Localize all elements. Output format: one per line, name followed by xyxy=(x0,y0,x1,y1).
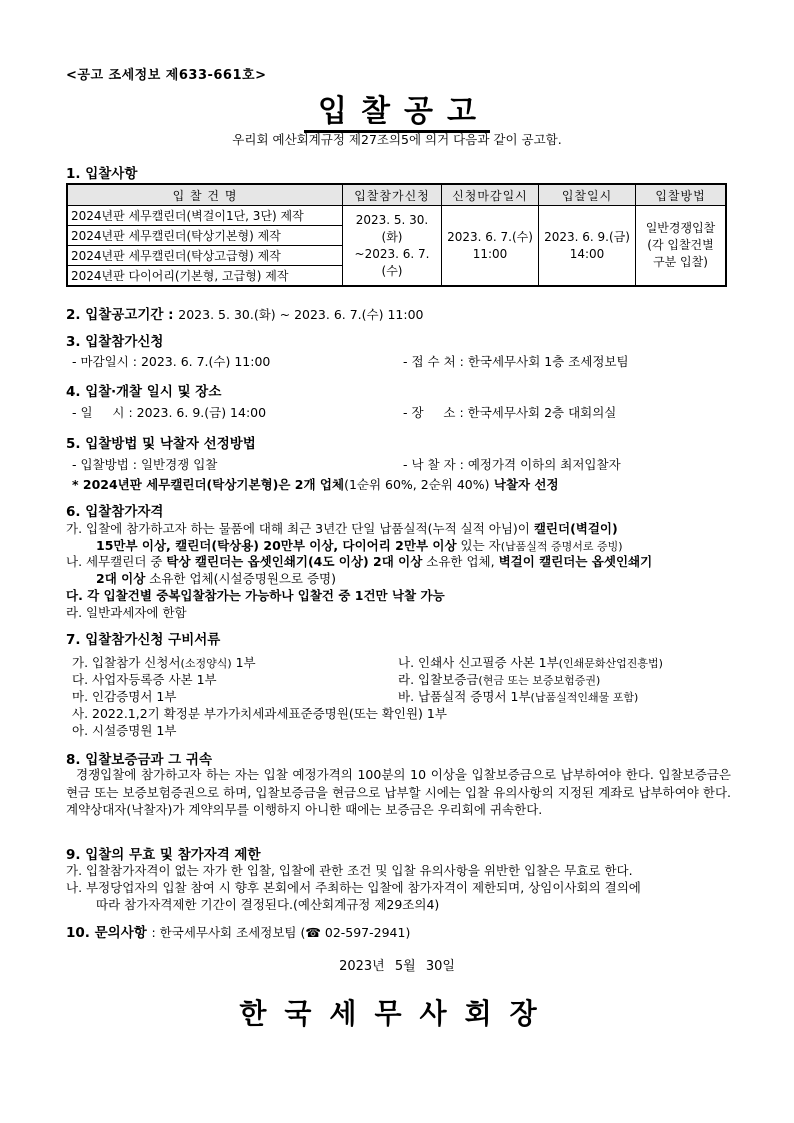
section-9-heading: 9. 입찰의 무효 및 참가자격 제한 xyxy=(66,847,261,863)
qual-na-text: 나. 세무캘린더 중 xyxy=(66,554,167,569)
section-5-heading: 5. 입찰방법 및 낙찰자 선정방법 xyxy=(66,436,256,452)
qual-ga-bold: 캘린더(벽걸이) xyxy=(533,521,618,536)
doc-ga-note: (소정양식) xyxy=(180,657,232,670)
method-line-2: (각 입찰건별 xyxy=(647,238,714,252)
qual-na-bold-2: 벽걸이 캘린더는 옵셋인쇄기 xyxy=(498,554,653,569)
apply-reception: - 접 수 처 : 한국세무사회 1층 조세정보팀 xyxy=(403,354,629,369)
section-6-heading: 6. 입찰참가자격 xyxy=(66,504,164,520)
doc-sa: 사. 2022.1,2기 확정분 부가가치세과세표준증명원(또는 확인원) 1부 xyxy=(72,706,447,721)
col-header-name: 입 찰 건 명 xyxy=(67,184,343,206)
winner-note-end: 낙찰자 선정 xyxy=(489,477,559,492)
bid-datetime: - 일 시 : 2023. 6. 9.(금) 14:00 xyxy=(72,405,267,420)
page-title-text: 입찰공고 xyxy=(304,94,490,133)
bid-item: 2024년판 다이어리(기본형, 고급형) 제작 xyxy=(67,266,343,287)
bid-date-cell xyxy=(539,206,636,287)
qual-na-line-2 xyxy=(96,569,336,587)
qual-na-text-2: 소유한 업체, xyxy=(422,554,499,569)
doc-ga-text: 가. 입찰참가 신청서 xyxy=(72,655,181,670)
qual-ga-text: 가. 입찰에 참가하고자 하는 물품에 대해 최근 3년간 단일 납품실적(누적 실적 아님)이 xyxy=(66,521,534,536)
winner-note-main: * 2024년판 세무캘린더(탁상기본형)은 2개 업체 xyxy=(72,477,345,492)
doc-ba-text: 바. 납품실적 증명서 1부 xyxy=(398,689,531,704)
invalid-na-1: 나. 부정당업자의 입찰 참여 시 향후 본회에서 주최하는 입찰에 참가자격이 제한되며, 상임이사회의 결의에 xyxy=(66,880,641,895)
section-10 xyxy=(66,921,410,941)
bid-item: 2024년판 세무캘린더(탁상고급형) 제작 xyxy=(67,246,343,266)
doc-na-note: (인쇄문화산업진흥법) xyxy=(558,657,663,670)
invalid-ga: 가. 입찰참가자격이 없는 자가 한 입찰, 입찰에 관한 조건 및 입찰 유의사항을 위반한 입찰은 무효로 한다. xyxy=(66,863,633,878)
bid-time: 14:00 xyxy=(569,246,605,261)
page-title xyxy=(0,86,794,130)
qual-na-text-3: 소유한 업체(시설증명원으로 증명) xyxy=(145,571,337,586)
doc-na xyxy=(398,653,663,671)
col-header-apply: 입찰참가신청 xyxy=(343,184,442,206)
doc-ra-note: (현금 또는 보증보험증권) xyxy=(478,674,601,687)
deadline-cell xyxy=(442,206,539,287)
notice-period: 2023. 5. 30.(화) ~ 2023. 6. 7.(수) 11:00 xyxy=(178,307,424,322)
section-3-heading: 3. 입찰참가신청 xyxy=(66,334,164,350)
winner-note-ratio: (1순위 60%, 2순위 40%) xyxy=(344,477,490,492)
apply-period-end: ~2023. 6. 7.(수) xyxy=(354,246,430,278)
section-7-heading: 7. 입찰참가신청 구비서류 xyxy=(66,632,221,648)
doc-a: 아. 시설증명원 1부 xyxy=(72,723,177,738)
notice-date: 2023년 5월 30일 xyxy=(339,959,455,974)
signer: 한국세무사회장 xyxy=(239,997,555,1030)
doc-ma: 마. 인감증명서 1부 xyxy=(72,689,177,704)
doc-da: 다. 사업자등록증 사본 1부 xyxy=(72,672,217,687)
doc-ga-count: 1부 xyxy=(231,655,256,670)
deadline-date: 2023. 6. 7.(수) xyxy=(447,229,533,244)
section-4-heading: 4. 입찰‧개찰 일시 및 장소 xyxy=(66,384,222,400)
winner-method: - 낙 찰 자 : 예정가격 이하의 최저입찰자 xyxy=(403,457,621,472)
col-header-bid-date: 입찰일시 xyxy=(539,184,636,206)
qual-na-line-1 xyxy=(66,552,652,570)
qual-na-bold-3: 2대 이상 xyxy=(96,571,146,586)
doc-ra-text: 라. 입찰보증금 xyxy=(398,672,479,687)
bid-item: 2024년판 세무캘린더(벽걸이1단, 3단) 제작 xyxy=(67,206,343,226)
bid-table xyxy=(66,183,727,287)
deadline-time: 11:00 xyxy=(472,246,508,261)
apply-period-cell xyxy=(343,206,442,287)
section-2 xyxy=(66,303,423,323)
contact-info: : 한국세무사회 조세정보팀 (☎ 02-597-2941) xyxy=(151,925,411,940)
col-header-method: 입찰방법 xyxy=(636,184,727,206)
section-10-heading: 10. 문의사항 xyxy=(66,925,147,941)
apply-deadline: - 마감일시 : 2023. 6. 7.(수) 11:00 xyxy=(72,354,271,369)
section-2-heading: 2. 입찰공고기간 : xyxy=(66,307,174,323)
qual-ga-text-2: 있는 자 xyxy=(456,538,501,553)
doc-ba xyxy=(398,687,638,705)
doc-ra xyxy=(398,670,600,688)
doc-ga xyxy=(72,653,256,671)
bid-item: 2024년판 세무캘린더(탁상기본형) 제작 xyxy=(67,226,343,246)
qual-na-bold: 탁상 캘린더는 옵셋인쇄기(4도 이상) 2대 이상 xyxy=(166,554,423,569)
qual-ra: 라. 일반과세자에 한함 xyxy=(66,605,187,620)
qual-ga-bold-2: 15만부 이상, 캘린더(탁상용) 20만부 이상, 다이어리 2만부 이상 xyxy=(96,538,457,553)
notice-number: <공고 조세정보 제633-661호> xyxy=(66,68,267,83)
method-line-1: 일반경쟁입찰 xyxy=(645,221,716,235)
section-8-heading: 8. 입찰보증금과 그 귀속 xyxy=(66,752,212,768)
section-1-heading: 1. 입찰사항 xyxy=(66,166,138,182)
qual-ga-note: (납품실적 증명서로 증빙) xyxy=(500,540,623,553)
doc-na-text: 나. 인쇄사 신고필증 사본 1부 xyxy=(398,655,559,670)
deposit-text: 경쟁입찰에 참가하고자 하는 자는 입찰 예정가격의 100분의 10 이상을 입찰보증금으로 납부하여야 한다. 입찰보증금은 현금 또는 보증보험증권으로 하며, 입찰보증금을 현금으로 납부할 시에는 입찰 유의사항의 지정된 계좌로 납부하여야 한다. 계약상대자(낙찰자)가 계약의무를 이행하지 아니한 때에는 보증금은 우리회에 귀속한다. xyxy=(66,767,731,817)
apply-period-start: 2023. 5. 30.(화) xyxy=(355,212,429,244)
bid-place: - 장 소 : 한국세무사회 2층 대회의실 xyxy=(403,405,617,420)
doc-ba-note: (납품실적인쇄물 포함) xyxy=(530,691,639,704)
method-line-3: 구분 입찰) xyxy=(653,255,708,269)
winner-note xyxy=(72,475,559,493)
invalid-na-2: 따라 참가자격제한 기간이 결정된다.(예산회계규정 제29조의4) xyxy=(96,897,440,912)
intro-text: 우리회 예산회계규정 제27조의5에 의거 다음과 같이 공고함. xyxy=(232,132,562,147)
bid-date: 2023. 6. 9.(금) xyxy=(544,229,630,244)
qual-da: 다. 각 입찰건별 중복입찰참가는 가능하나 입찰건 중 1건만 낙찰 가능 xyxy=(66,588,445,603)
qual-ga-line-1 xyxy=(66,519,618,537)
bid-method: - 입찰방법 : 일반경쟁 입찰 xyxy=(72,457,218,472)
method-cell xyxy=(636,206,727,287)
col-header-deadline: 신청마감일시 xyxy=(442,184,539,206)
